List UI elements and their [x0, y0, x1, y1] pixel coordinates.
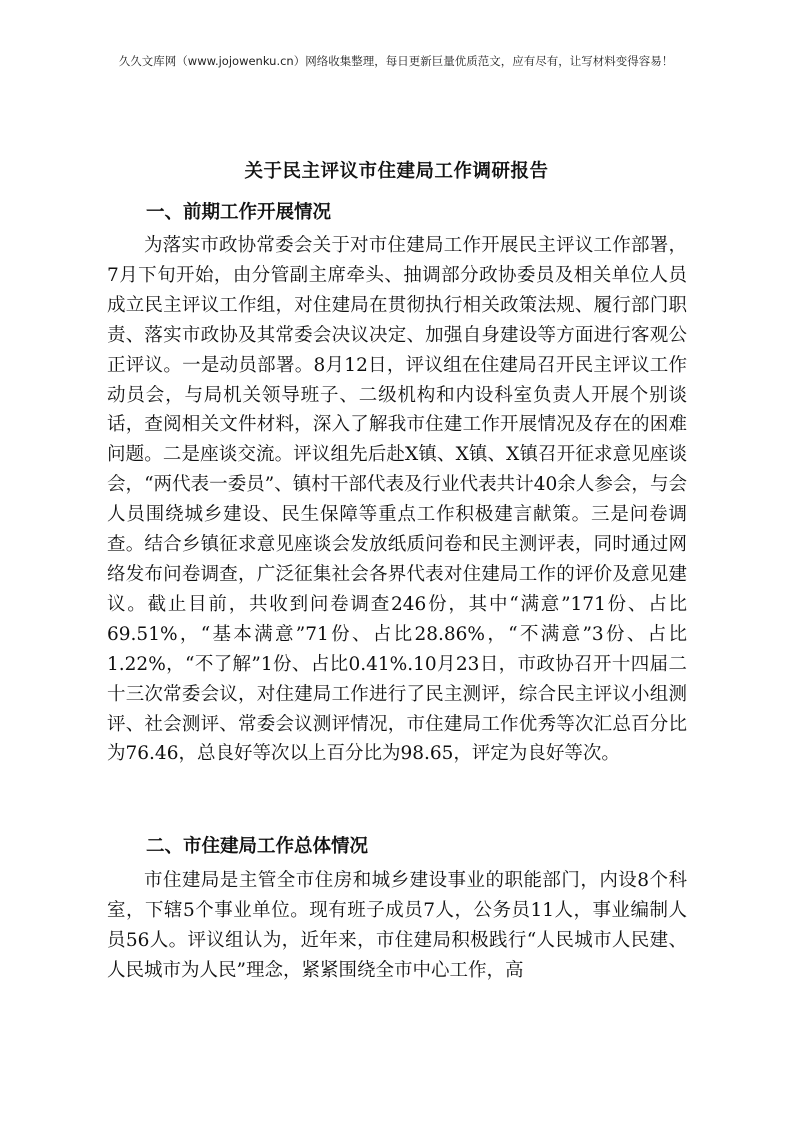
document-title: 关于民主评议市住建局工作调研报告	[244, 161, 549, 182]
header-note: 久久文库网（www.jojowenku.cn）网络收集整理，每日更新巨量优质范文，应有尽有，让写材料变得容易！	[118, 54, 674, 68]
section-1-heading: 一、前期工作开展情况	[146, 202, 332, 223]
section-1-paragraph: 为落实市政协常委会关于对市住建局工作开展民主评议工作部署，7月下旬开始，由分管副主席牵头、抽调部分政协委员及相关单位人员成立民主评议工作组，对住建局在贯彻执行相关政策法规、履行部门职责、落实市政协及其常委会决议决定、加强自身建设等方面进行客观公正评议。一是动员部署。8月12日，评议组在住建局召开民主评议工作动员会，与局机关领导班子、二级机构和内设科室负责人开展个别谈话，查阅相关文件材料，深入了解我市住建工作开展情况及存在的困难问题。二是座谈交流。评议组先后赴X镇、X镇、X镇召开征求意见座谈会，“两代表一委员”、镇村干部代表及行业代表共计40余人参会，与会人员围绕城乡建设、民生保障等重点工作积极建言献策。三是问卷调查。结合乡镇征求意见座谈会发放纸质问卷和民主测评表，同时通过网络发布问卷调查，广泛征集社会各界代表对住建局工作的评价及意见建议。截止目前，共收到问卷调查246份，其中“满意”171份、占比69.51%，“基本满意”71份、占比28.86%，“不满意”3份、占比1.22%，“不了解”1份、占比0.41%.10月23日，市政协召开十四届二十三次常委会议，对住建局工作进行了民主测评，综合民主评议小组测评、社会测评、常委会议测评情况，市住建局工作优秀等次汇总百分比为76.46，总良好等次以上百分比为98.65，评定为良好等次。	[107, 235, 687, 765]
section-2-paragraph: 市住建局是主管全市住房和城乡建设事业的职能部门，内设8个科室，下辖5个事业单位。现有班子成员7人，公务员11人，事业编制人员56人。评议组认为，近年来，市住建局积极践行“人民城市人民建、人民城市为人民”理念，紧紧围绕全市中心工作，高	[107, 870, 687, 981]
section-2-heading: 二、市住建局工作总体情况	[146, 836, 369, 857]
